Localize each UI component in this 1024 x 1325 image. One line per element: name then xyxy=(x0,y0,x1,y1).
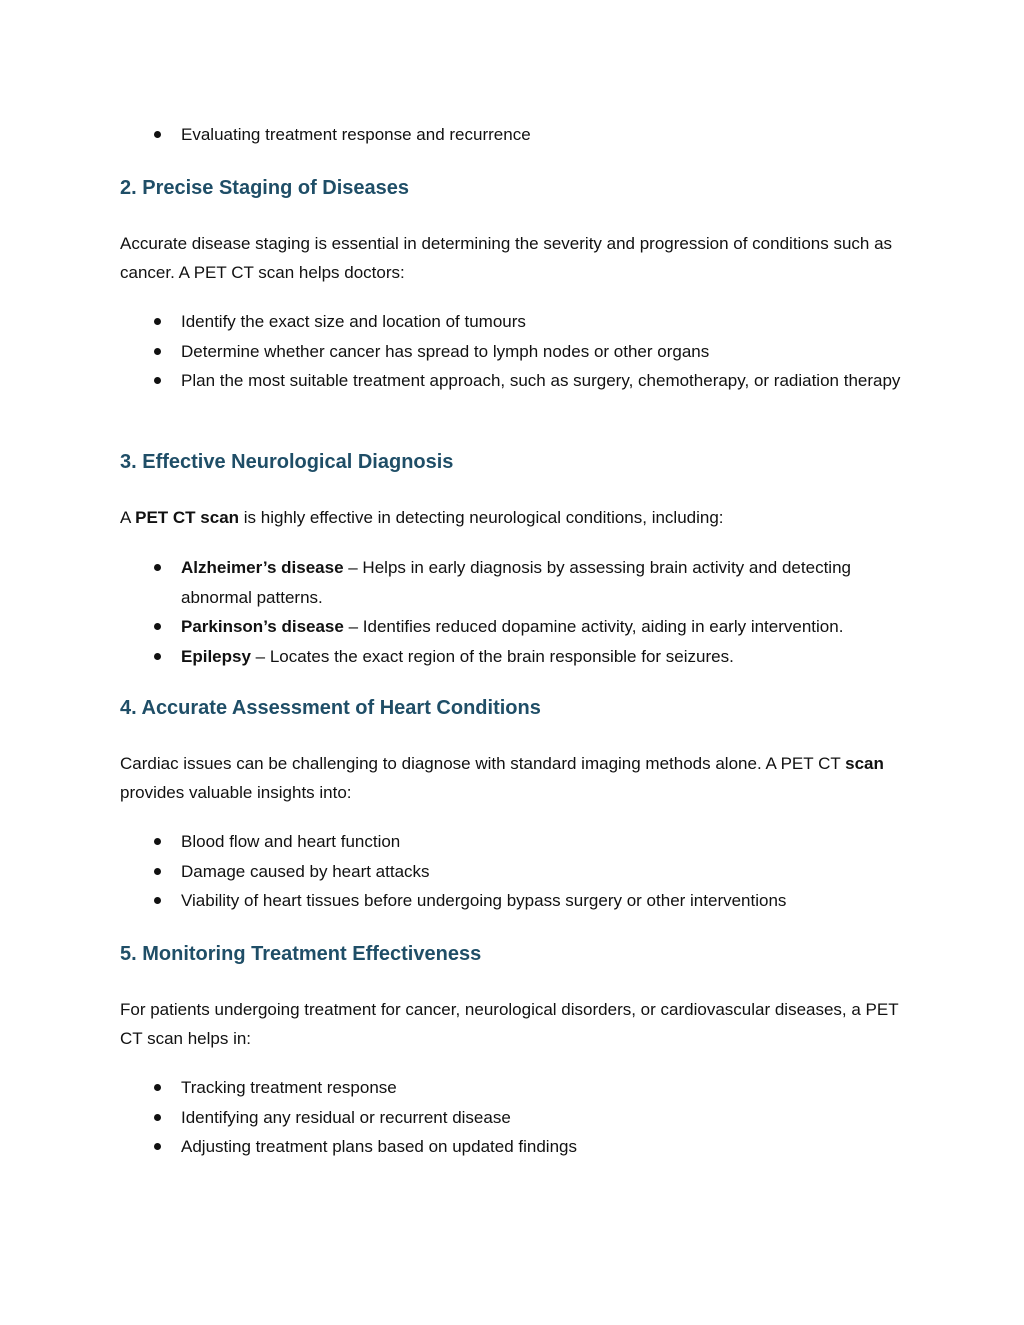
paragraph-text xyxy=(120,749,910,807)
section-3-list xyxy=(120,553,910,671)
bullet-icon xyxy=(154,653,161,660)
list-item xyxy=(120,857,910,887)
paragraph-text: Accurate disease staging is essential in determining the severity and progression of conditions such as cancer. A PET CT scan helps doctors: xyxy=(120,234,893,282)
section-5-list xyxy=(120,1073,910,1162)
bullet-icon xyxy=(154,623,161,630)
section-3-paragraph xyxy=(120,503,910,532)
list-item-desc: – Identifies reduced dopamine activity, aiding in early intervention. xyxy=(343,617,844,636)
list-item-text: Damage caused by heart attacks xyxy=(181,861,430,881)
text-run: Cardiac issues can be challenging to diagnose with standard imaging methods alone. A PET CT xyxy=(120,754,846,773)
list-item-term: Alzheimer’s disease xyxy=(181,558,344,577)
bullet-icon xyxy=(154,131,161,138)
bullet-icon xyxy=(154,868,161,875)
list-item-text: Identify the exact size and location of tumours xyxy=(181,312,526,331)
list-item-text: Determine whether cancer has spread to lymph nodes or other organs xyxy=(181,341,710,361)
list-item xyxy=(120,337,910,367)
list-item xyxy=(120,553,910,612)
list-item xyxy=(120,1132,910,1162)
list-item-text: Evaluating treatment response and recurrence xyxy=(181,125,531,144)
list-item-term: Parkinson’s disease xyxy=(181,617,344,636)
list-item-text: Blood flow and heart function xyxy=(181,832,401,851)
paragraph-text: For patients undergoing treatment for cancer, neurological disorders, or cardiovascular diseases, a PET CT scan helps in: xyxy=(120,1000,899,1048)
bullet-icon xyxy=(154,564,161,571)
text-run: provides valuable insights into: xyxy=(120,783,352,802)
bullet-icon xyxy=(154,1143,161,1150)
list-item xyxy=(120,120,910,150)
paragraph-text xyxy=(120,503,910,532)
bullet-icon xyxy=(154,1084,161,1091)
intro-list xyxy=(120,120,910,150)
bold-term: scan xyxy=(845,754,884,773)
bold-term: PET CT scan xyxy=(135,508,240,527)
list-item-text: Plan the most suitable treatment approach, such as surgery, chemotherapy, or radiation therapy xyxy=(181,371,901,390)
bullet-icon xyxy=(154,348,161,355)
section-heading-3: 3. Effective Neurological Diagnosis xyxy=(120,451,454,473)
section-2-paragraph xyxy=(120,229,910,287)
list-item-text: Adjusting treatment plans based on updated findings xyxy=(181,1137,577,1156)
list-item xyxy=(120,886,910,916)
list-item-term: Epilepsy xyxy=(181,646,251,666)
list-item xyxy=(120,642,910,672)
list-item xyxy=(120,827,910,857)
list-item-desc: – Locates the exact region of the brain responsible for seizures. xyxy=(250,646,734,666)
list-item-text: Viability of heart tissues before undergoing bypass surgery or other interventions xyxy=(181,891,787,910)
section-heading-5: 5. Monitoring Treatment Effectiveness xyxy=(120,943,482,965)
bullet-icon xyxy=(154,897,161,904)
bullet-icon xyxy=(154,838,161,845)
section-heading-2: 2. Precise Staging of Diseases xyxy=(120,177,410,199)
section-heading-4: 4. Accurate Assessment of Heart Conditions xyxy=(120,697,541,719)
text-run: A xyxy=(120,508,136,527)
list-item-desc: – Helps in early diagnosis by assessing brain activity and detecting abnormal patterns. xyxy=(181,558,851,607)
bullet-icon xyxy=(154,318,161,325)
list-item-text: Tracking treatment response xyxy=(181,1078,397,1097)
list-item xyxy=(120,612,910,642)
bullet-icon xyxy=(154,1114,161,1121)
section-4-paragraph xyxy=(120,749,910,807)
list-item xyxy=(120,307,910,337)
section-5-paragraph xyxy=(120,995,910,1053)
list-item xyxy=(120,366,910,396)
list-item-text: Identifying any residual or recurrent disease xyxy=(181,1107,511,1127)
bullet-icon xyxy=(154,377,161,384)
list-item xyxy=(120,1073,910,1103)
section-4-list xyxy=(120,827,910,916)
section-2-list xyxy=(120,307,910,396)
list-item xyxy=(120,1103,910,1133)
text-run: is highly effective in detecting neurological conditions, including: xyxy=(239,508,724,527)
